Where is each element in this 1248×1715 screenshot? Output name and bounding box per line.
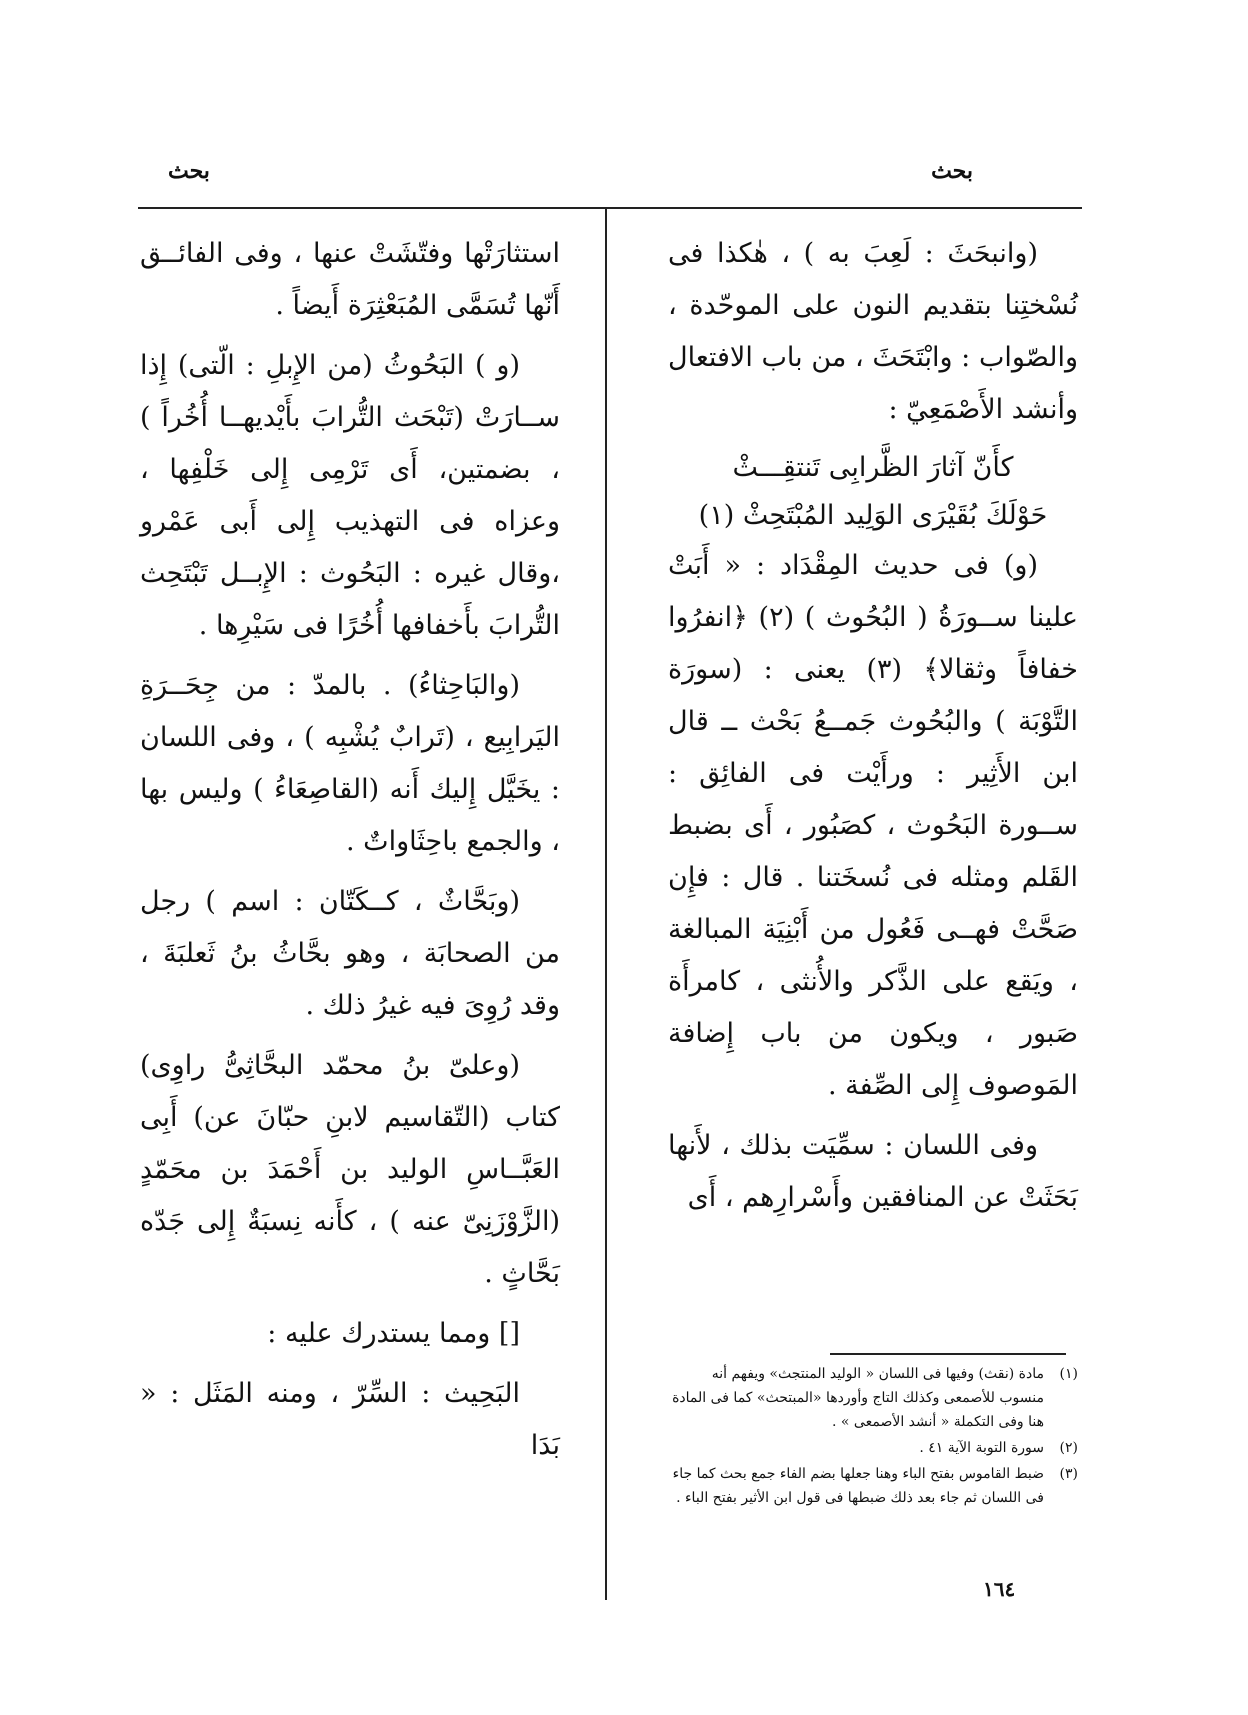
footnote (668, 1436, 1078, 1460)
verse-line: حَوْلَكَ بُقَيْرَى الوَلِيد المُبْتَحِثْ (١) (698, 500, 1048, 531)
footnote-text: سورة التوبة الآية ٤١ . (919, 1440, 1044, 1456)
right-column (668, 228, 1078, 1232)
paragraph: (وبَحَّاثٌ ، كــكَتّان : اسم ) رجل من الصحابَة ، وهو بحَّاثُ بنُ ثَعلبَةَ ، وقد رُوِىَ فيه غيرُ ذلك . (140, 886, 560, 1021)
paragraph: (وعلىّ بنُ محمّد البحَّاثِىُّ راوِى) كتاب (التّقاسيم لابنِ حبّانَ عن) أَبِى العَبَّــاسِ الوليد بن أَحْمَدَ بن محَمّدٍ (الزَّوْزَنِىّ عنه ) ، كأَنه نِسبَةٌ إِلى جَدّه بَحَّاثٍ . (140, 1050, 560, 1289)
paragraph: (و) فى حديث المِقْدَاد : « أَبَتْ علينا ســورَةُ ( البُحُوث ) (٢) ﴿انفرُوا خفافاً وثقالا﴾ (٣) يعنى : (سورَة التَّوْبَة ) والبُحُوث جَمــعُ بَحْث ــ قال ابن الأَثِير : ورأَيْت فى الفائِق : ســورة البَحُوث ، كصَبُور ، أَى بضبط القَلم ومثله فى نُسخَتنا . قال : فإِن صَحَّتْ فهــى فَعُول من أَبْنِيَة المبالغة ، ويَقع على الذَّكر والأُنثى ، كامرأَة صَبور ، ويكون من باب إِضافة المَوصوف إِلى الصِّفة . (668, 550, 1078, 1101)
header-rule (138, 207, 1082, 209)
footnote-text: ضبط القاموس بفتح الباء وهنا جعلها بضم الفاء جمع بحث كما جاء فى اللسان ثم جاء بعد ذلك ضبطها فى قول ابن الأثير بفتح الباء . (672, 1466, 1044, 1506)
paragraph: [] ومما يستدرك عليه : (267, 1318, 520, 1349)
paragraph: (و ) البَحُوثُ (من الإِبلِ : الّتى) إِذا ســارَتْ (تَبْحَث التُّرابَ بأَيْديهــا أُخُراً ) ، بضمتين، أَى تَرْمِى إِلى خَلْفِها ، وعزاه فى التهذيب إِلى أَبى عَمْرو ،وقال غيره : البَحُوث : الإِبــل تَبْتَحِث التُّرابَ بأَخفافها أُخُرًا فى سَيْرِها . (140, 350, 560, 641)
running-header-right: بحث (931, 158, 973, 184)
footnote (668, 1462, 1078, 1510)
verse-line: كأَنّ آثارَ الظَّرابِى تَنتقِـــثْ (732, 452, 1014, 483)
paragraph: وفى اللسان : سمِّيَت بذلك ، لأَنها بَحَثَتْ عن المنافقين وأَسْرارِهم ، أَى (668, 1130, 1078, 1213)
paragraph: البَحِيث : السِّرّ ، ومنه المَثَل : « بَدَا (140, 1378, 560, 1461)
running-header-left: بحث (168, 158, 210, 184)
footnote-number: (٣) (1059, 1466, 1078, 1482)
footnote-rule (830, 1353, 1066, 1355)
paragraph: (والبَاحِثاءُ) . بالمدّ : من جِحَــرَةِ اليَرابِيع ، (تَرابٌ يُشْبِه ) ، وفى اللسان : يخَيَّل إِليك أَنه (القاصِعَاءُ ) وليس بها ، والجمع باحِثَاواتٌ . (140, 670, 560, 857)
page-number: ١٦٤ (983, 1577, 1016, 1601)
column-divider (605, 207, 607, 1600)
left-column (140, 228, 560, 1480)
footnote (668, 1362, 1078, 1434)
footnote-text: مادة (نقث) وفيها فى اللسان « الوليد المنتجث» ويفهم أنه منسوب للأصمعى وكذلك التاج وأوردها «المبتحث» كما فى المادة هنا وفى التكملة « أنشد الأصمعى » . (672, 1366, 1044, 1430)
footnote-number: (١) (1059, 1366, 1078, 1382)
footnote-number: (٢) (1059, 1440, 1078, 1456)
footnotes (668, 1362, 1078, 1512)
paragraph: استثارَتْها وفتّشَتْ عنها ، وفى الفائــق أَنّها تُسَمَّى المُبَعْثِرَة أَيضاً . (140, 238, 560, 321)
verse (668, 444, 1078, 540)
paragraph: (وانبحَثَ : لَعِبَ به ) ، هٰكذا فى نُسْختِنا بتقديم النون على الموحّدة ، والصّواب : وابْتَحَثَ ، من باب الافتعال وأنشد الأَصْمَعِيّ : (668, 238, 1078, 425)
